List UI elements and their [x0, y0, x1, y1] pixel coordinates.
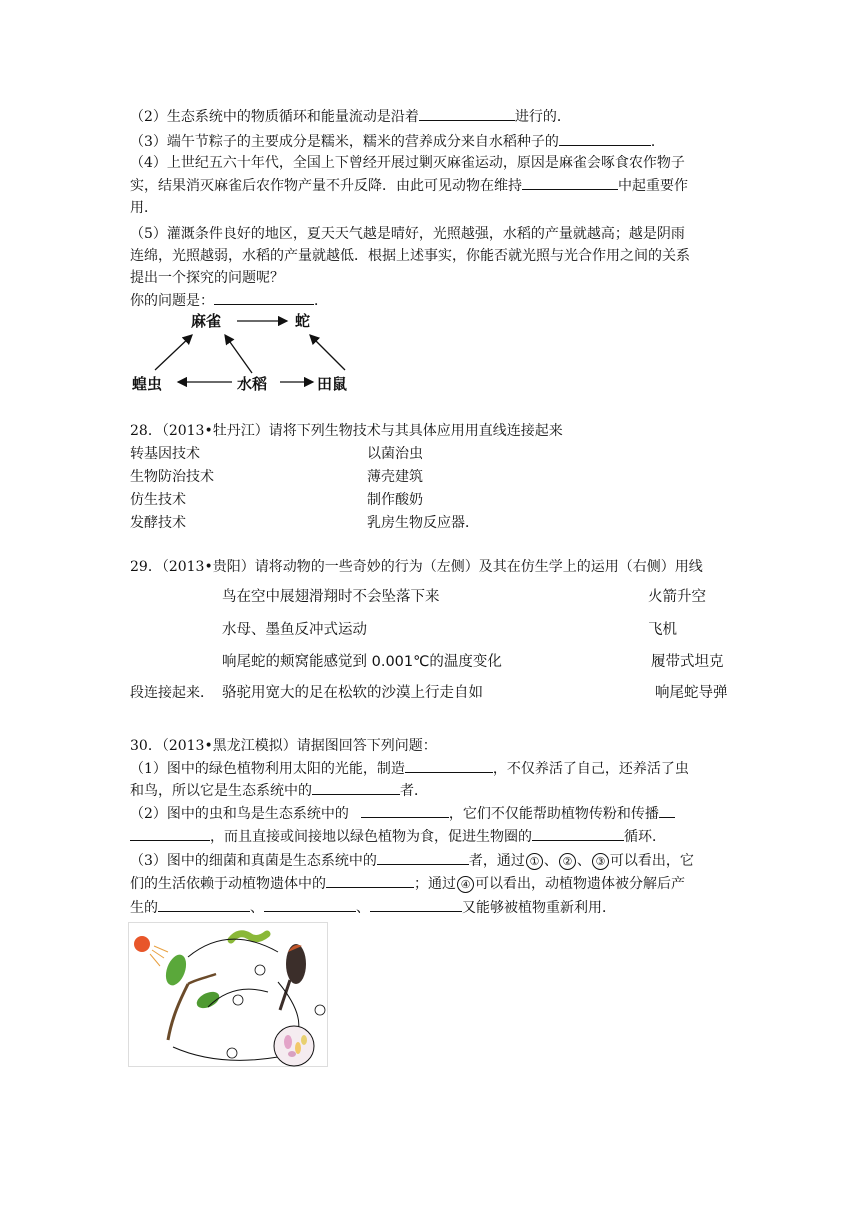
q27-line-5c: 提出一个探究的问题呢？ [130, 270, 284, 286]
text: 、 [576, 853, 591, 869]
q28-left-item[interactable]: 生物防治技术 [130, 469, 214, 485]
text: 们的生活依赖于动植物遗体中的 [130, 876, 326, 892]
text: （1）图中的绿色植物利用太阳的光能，制造 [130, 761, 405, 777]
text: 、 [356, 900, 370, 916]
answer-blank[interactable] [532, 826, 624, 841]
q27-line-3 [130, 131, 665, 152]
q30-line-3a [130, 850, 694, 871]
q27-line-4a: （4）上世纪五六十年代，全国上下曾经开展过剿灭麻雀运动，原因是麻雀会啄食农作物子 [130, 155, 685, 171]
food-web-snake: 蛇 [295, 312, 311, 330]
answer-blank[interactable] [522, 175, 618, 190]
q29-left-item[interactable]: 鸟在空中展翅滑翔时不会坠落下来 [222, 589, 440, 605]
text: ；通过 [414, 876, 456, 892]
circle-label: ④ [457, 876, 474, 893]
text: 生的 [130, 900, 158, 916]
text: 可以看出，它 [609, 853, 694, 869]
text: ． [650, 134, 665, 150]
text: 你的问题是： [130, 293, 214, 309]
answer-blank[interactable] [559, 131, 651, 146]
answer-blank[interactable] [361, 803, 449, 818]
ecosystem-illustration [128, 922, 328, 1067]
text: 、 [250, 900, 264, 916]
q29-right-item[interactable]: 火箭升空 [648, 589, 706, 605]
q28-title: 28．（2013•牡丹江）请将下列生物技术与其具体应用用直线连接起来 [130, 423, 563, 439]
q29-title: 29．（2013•贵阳）请将动物的一些奇妙的行为（左侧）及其在仿生学上的运用（右侧）用线 [130, 559, 703, 575]
q30-line-1b [130, 780, 428, 801]
text: 中起重要作 [618, 178, 688, 194]
q30-line-2a [130, 803, 675, 824]
answer-blank[interactable] [377, 850, 469, 865]
text: ，它们不仅能帮助植物传粉和传播 [448, 806, 659, 822]
q28-right-item[interactable]: 乳房生物反应器． [367, 515, 479, 531]
q27-line-2 [130, 106, 571, 127]
food-web-locust: 蝗虫 [132, 375, 163, 393]
answer-blank[interactable] [158, 897, 250, 912]
q30-line-3b [130, 873, 685, 894]
label-1-icon [233, 995, 243, 1005]
q28-right-item[interactable]: 以菌治虫 [367, 446, 423, 462]
arrow-rice-to-sparrow [225, 335, 252, 373]
q27-line-5b: 连绵，光照越弱，水稻的产量就越低．根据上述事实，你能否就光照与光合作用之间的关系 [130, 248, 690, 264]
arrow-locust-to-sparrow [155, 335, 192, 370]
q28-left-item[interactable]: 发酵技术 [130, 515, 186, 531]
q27-line-5a: （5）灌溉条件良好的地区，夏天天气越是晴好，光照越强，水稻的产量就越高；越是阴雨 [130, 226, 685, 242]
q28-left-item[interactable]: 转基因技术 [130, 446, 200, 462]
q29-left-item[interactable]: 水母、墨鱼反冲式运动 [222, 622, 367, 638]
food-web-sparrow: 麻雀 [191, 312, 222, 330]
arrow-mouse-to-snake [310, 335, 345, 370]
food-web-mouse: 田鼠 [317, 375, 348, 393]
text: （3）端午节粽子的主要成分是糯米，糯米的营养成分来自水稻种子的 [130, 134, 559, 150]
q27-line-4c: 用． [130, 200, 158, 216]
q29-left-item[interactable]: 骆驼用宽大的足在松软的沙漠上行走自如 [222, 685, 483, 701]
text: 和鸟，所以它是生态系统中的 [130, 783, 312, 799]
answer-blank[interactable] [370, 897, 462, 912]
answer-blank[interactable] [326, 873, 414, 888]
label-4-icon [227, 1048, 237, 1058]
text: 进行的． [514, 109, 571, 125]
text: （2）图中的虫和鸟是生态系统中的 [130, 806, 349, 822]
q28-right-item[interactable]: 制作酸奶 [367, 492, 423, 508]
q29-left-item[interactable]: 响尾蛇的颊窝能感觉到 0.001℃的温度变化 [222, 654, 502, 670]
text: （2）生态系统中的物质循环和能量流动是沿着 [130, 109, 419, 125]
circle-label: ① [526, 853, 543, 870]
microbe-circle-icon [274, 1026, 314, 1066]
text: 又能够被植物重新利用． [462, 900, 616, 916]
circle-label: ③ [592, 853, 609, 870]
circle-label: ② [559, 853, 576, 870]
answer-blank[interactable] [264, 897, 356, 912]
answer-blank[interactable] [312, 780, 400, 795]
q28-right-item[interactable]: 薄壳建筑 [367, 469, 423, 485]
q30-line-3c [130, 897, 616, 918]
answer-blank[interactable] [130, 826, 210, 841]
text: 实，结果消灭麻雀后农作物产量不升反降．由此可见动物在维持 [130, 178, 522, 194]
answer-blank[interactable] [419, 106, 515, 121]
text: 者，通过 [468, 853, 525, 869]
text: ，不仅养活了自己，还养活了虫 [492, 761, 689, 777]
text: 可以看出，动植物遗体被分解后产 [475, 876, 685, 892]
label-3-icon [315, 1005, 325, 1015]
q27-line-4b [130, 175, 688, 196]
answer-blank[interactable] [405, 758, 493, 773]
q29-title-end: 段连接起来． [130, 685, 214, 701]
text: （3）图中的细菌和真菌是生态系统中的 [130, 853, 377, 869]
q29-right-item[interactable]: 响尾蛇导弹 [655, 685, 728, 701]
text: 、 [543, 853, 558, 869]
label-2-icon [255, 965, 265, 975]
q29-right-item[interactable]: 履带式坦克 [651, 654, 724, 670]
text: 者． [400, 783, 428, 799]
answer-blank[interactable] [214, 290, 314, 305]
q30-line-2b [130, 826, 666, 847]
text: ，而且直接或间接地以绿色植物为食，促进生物圈的 [210, 829, 532, 845]
text: ． [314, 293, 328, 309]
answer-blank[interactable] [659, 803, 675, 818]
text: 循环． [624, 829, 666, 845]
q29-right-item[interactable]: 飞机 [648, 622, 677, 638]
food-web-rice: 水稻 [237, 375, 268, 393]
sun-icon [134, 936, 150, 952]
q30-title: 30．（2013•黑龙江模拟）请据图回答下列问题： [130, 738, 437, 754]
q30-line-1a [130, 758, 689, 779]
q28-left-item[interactable]: 仿生技术 [130, 492, 186, 508]
